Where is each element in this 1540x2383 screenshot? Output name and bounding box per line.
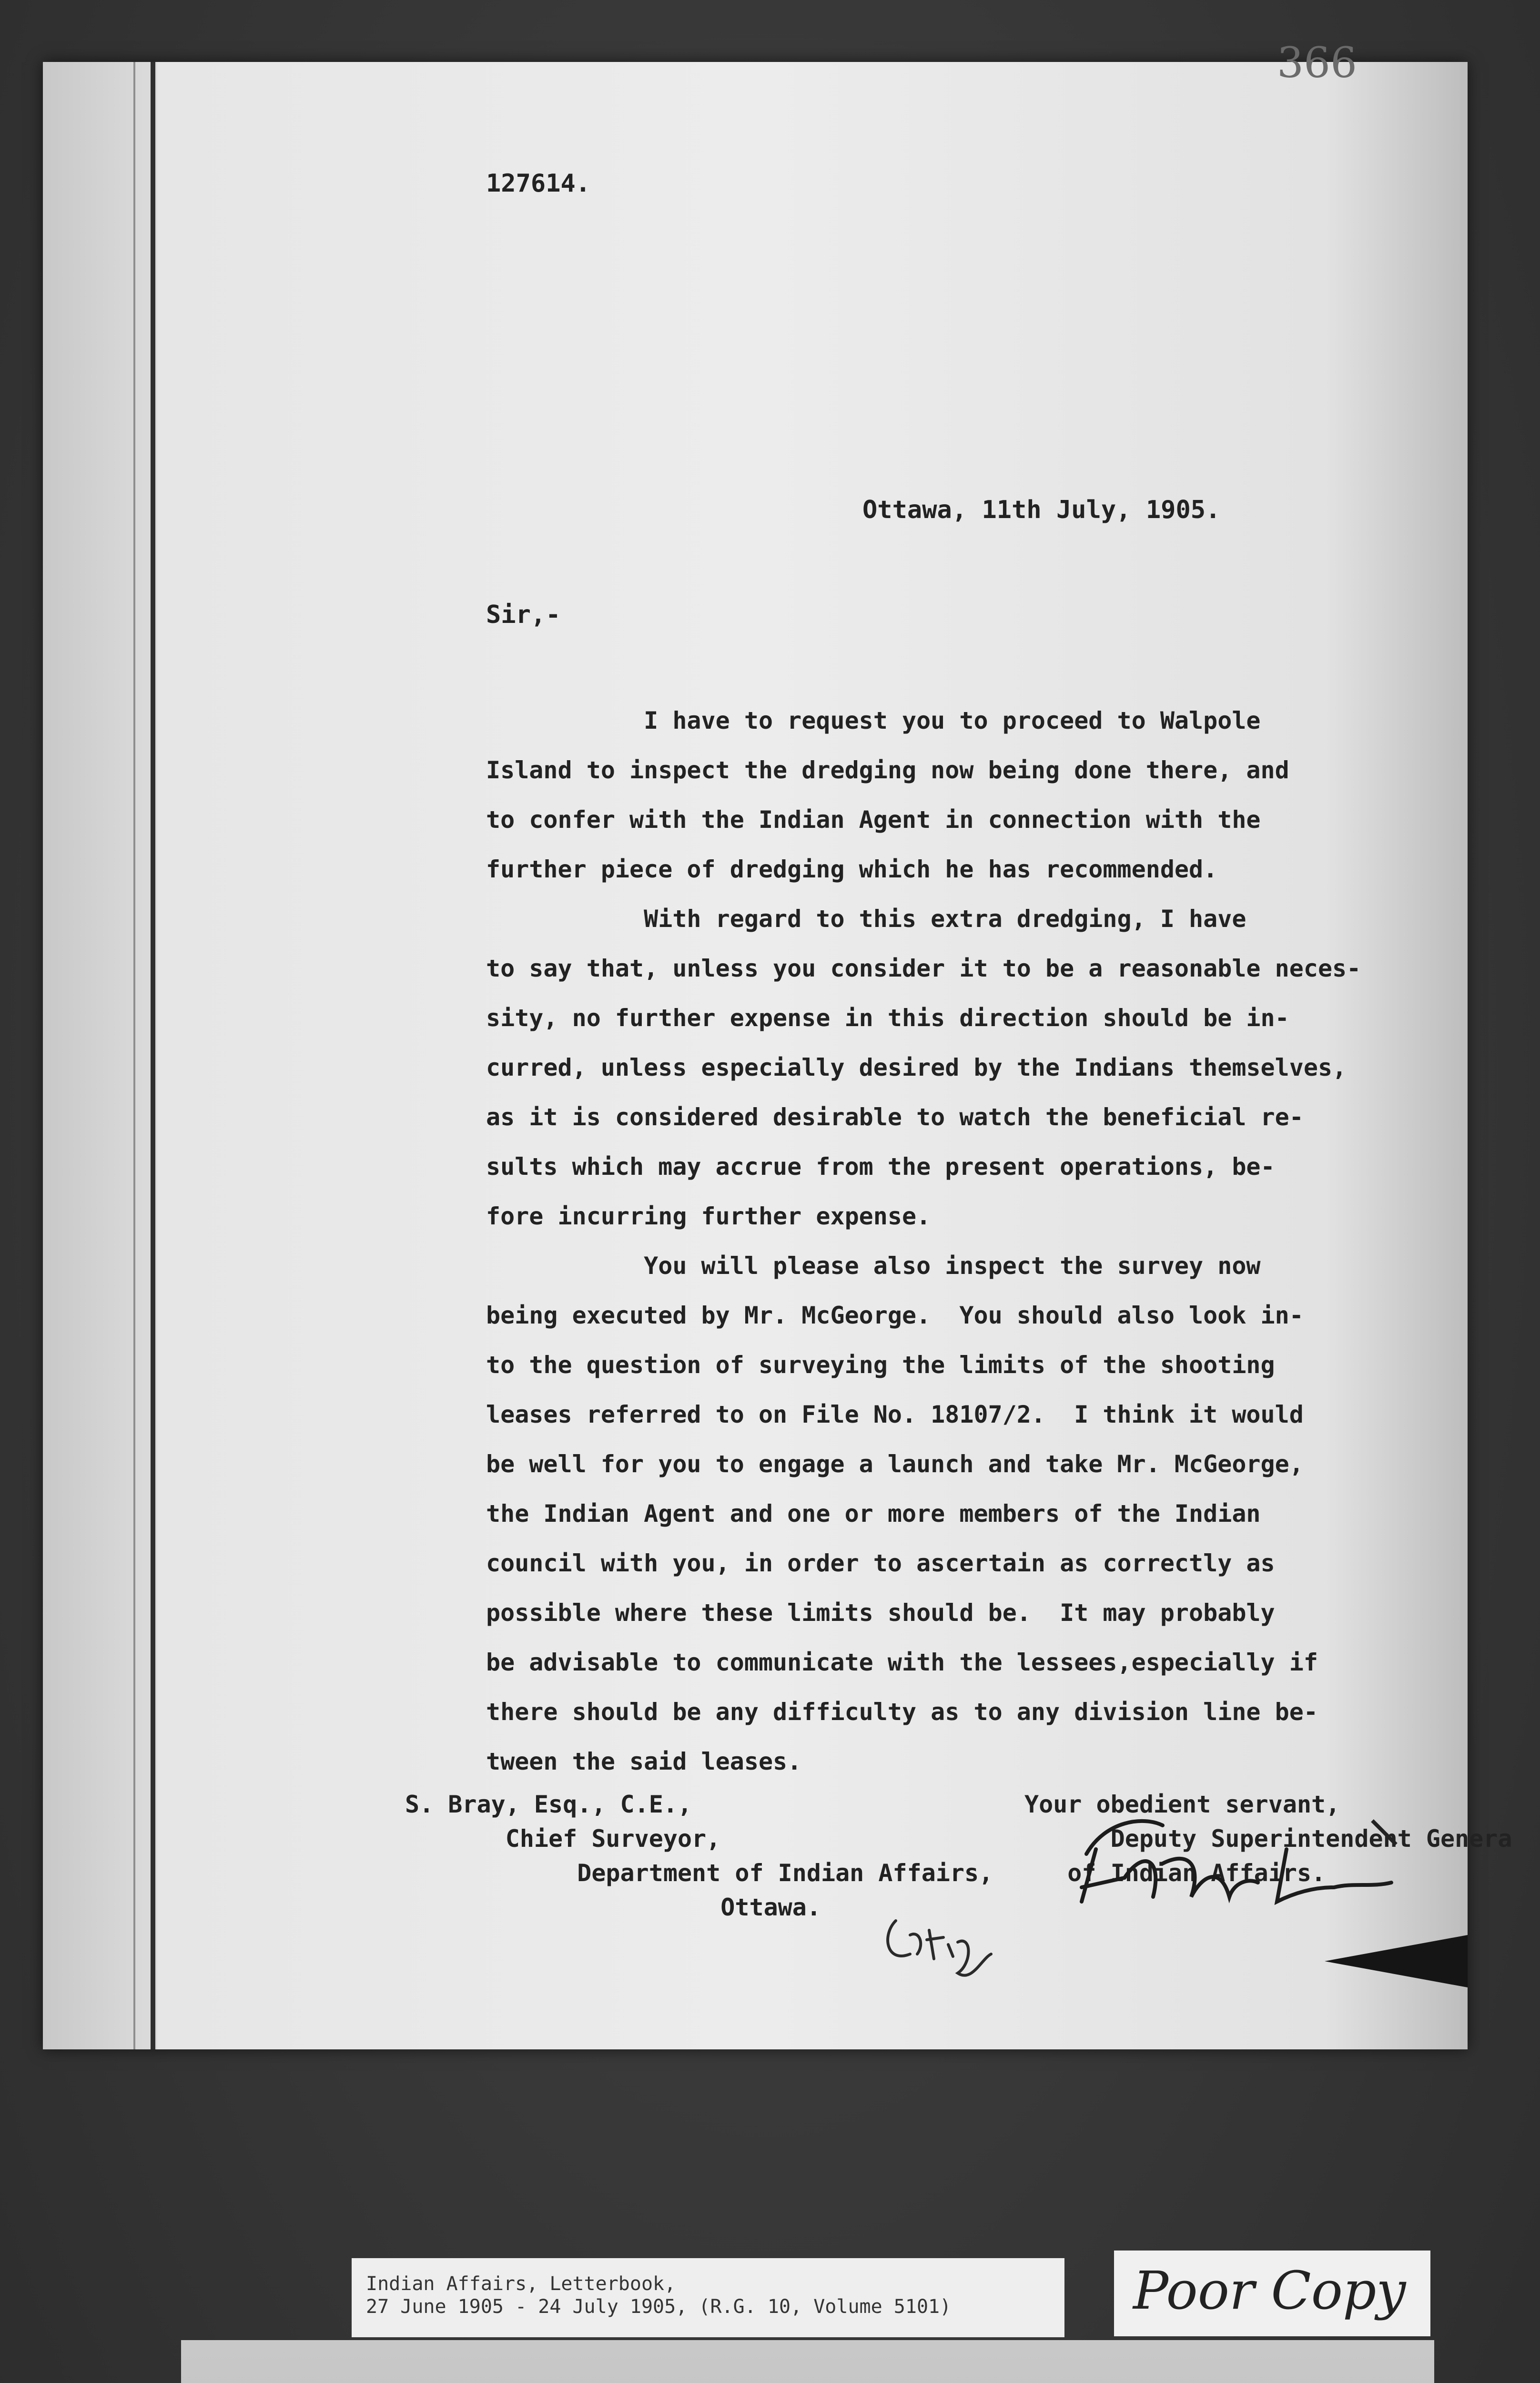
closing-line: Deputy Superintendent Genera bbox=[1024, 1825, 1512, 1853]
addressee-line: Ottawa. bbox=[405, 1894, 821, 1921]
page-left-margin bbox=[43, 62, 157, 2049]
addressee-line: Chief Surveyor, bbox=[405, 1825, 721, 1853]
body-line: sity, no further expense in this direction should be in- bbox=[486, 1004, 1289, 1032]
letter-body bbox=[486, 696, 1449, 1786]
body-line: further piece of dredging which he has recommended. bbox=[486, 855, 1218, 883]
body-line: I have to request you to proceed to Walpole bbox=[486, 707, 1261, 734]
closing-line: of Indian Affairs. bbox=[1024, 1859, 1326, 1887]
film-shadow-wedge bbox=[1325, 1935, 1468, 1987]
page-edge-line bbox=[133, 62, 135, 2049]
body-line: be well for you to engage a launch and take Mr. McGeorge, bbox=[486, 1450, 1304, 1478]
body-line: fore incurring further expense. bbox=[486, 1202, 931, 1230]
body-line: leases referred to on File No. 18107/2. I think it would bbox=[486, 1401, 1304, 1428]
archive-reference-label bbox=[352, 2258, 1064, 2337]
body-line: as it is considered desirable to watch the beneficial re- bbox=[486, 1103, 1304, 1131]
archive-label-line2: 27 June 1905 - 24 July 1905, (R.G. 10, Volume 5101) bbox=[366, 2296, 952, 2318]
body-line: Island to inspect the dredging now being done there, and bbox=[486, 756, 1289, 784]
letter-date: Ottawa, 11th July, 1905. bbox=[862, 496, 1221, 524]
body-line: to say that, unless you consider it to be a reasonable neces- bbox=[486, 955, 1361, 982]
archive-label-line1: Indian Affairs, Letterbook, bbox=[366, 2273, 676, 2295]
body-line: sults which may accrue from the present operations, be- bbox=[486, 1153, 1275, 1181]
poor-copy-label bbox=[1114, 2251, 1430, 2336]
body-line: to confer with the Indian Agent in connection with the bbox=[486, 806, 1261, 834]
closing-line: Your obedient servant, bbox=[1024, 1791, 1340, 1818]
addressee-line: Department of Indian Affairs, bbox=[405, 1859, 993, 1887]
acting-note-stroke bbox=[888, 1921, 991, 1976]
file-number: 127614. bbox=[486, 169, 591, 198]
salutation: Sir,- bbox=[486, 601, 561, 629]
body-line: possible where these limits should be. It may probably bbox=[486, 1599, 1275, 1627]
stray-mark bbox=[1372, 1821, 1396, 1844]
page-number: 366 bbox=[1277, 38, 1357, 87]
body-line: being executed by Mr. McGeorge. You should also look in- bbox=[486, 1302, 1304, 1329]
body-line: be advisable to communicate with the lessees,especially if bbox=[486, 1649, 1318, 1676]
body-line: council with you, in order to ascertain as correctly as bbox=[486, 1549, 1275, 1577]
page-fold-line bbox=[151, 62, 155, 2049]
body-line: curred, unless especially desired by the Indians themselves, bbox=[486, 1054, 1347, 1081]
body-line: With regard to this extra dredging, I have bbox=[486, 905, 1246, 933]
body-line: You will please also inspect the survey now bbox=[486, 1252, 1261, 1280]
public-archives-stamp bbox=[181, 2340, 1434, 2383]
body-line: tween the said leases. bbox=[486, 1748, 802, 1775]
body-line: there should be any difficulty as to any division line be- bbox=[486, 1698, 1318, 1726]
body-line: the Indian Agent and one or more members of the Indian bbox=[486, 1500, 1261, 1528]
poor-copy-text: Poor Copy bbox=[1133, 2260, 1406, 2321]
addressee-line: S. Bray, Esq., C.E., bbox=[405, 1791, 692, 1818]
signature-stroke bbox=[1082, 1821, 1391, 1902]
body-line: to the question of surveying the limits of the shooting bbox=[486, 1351, 1275, 1379]
